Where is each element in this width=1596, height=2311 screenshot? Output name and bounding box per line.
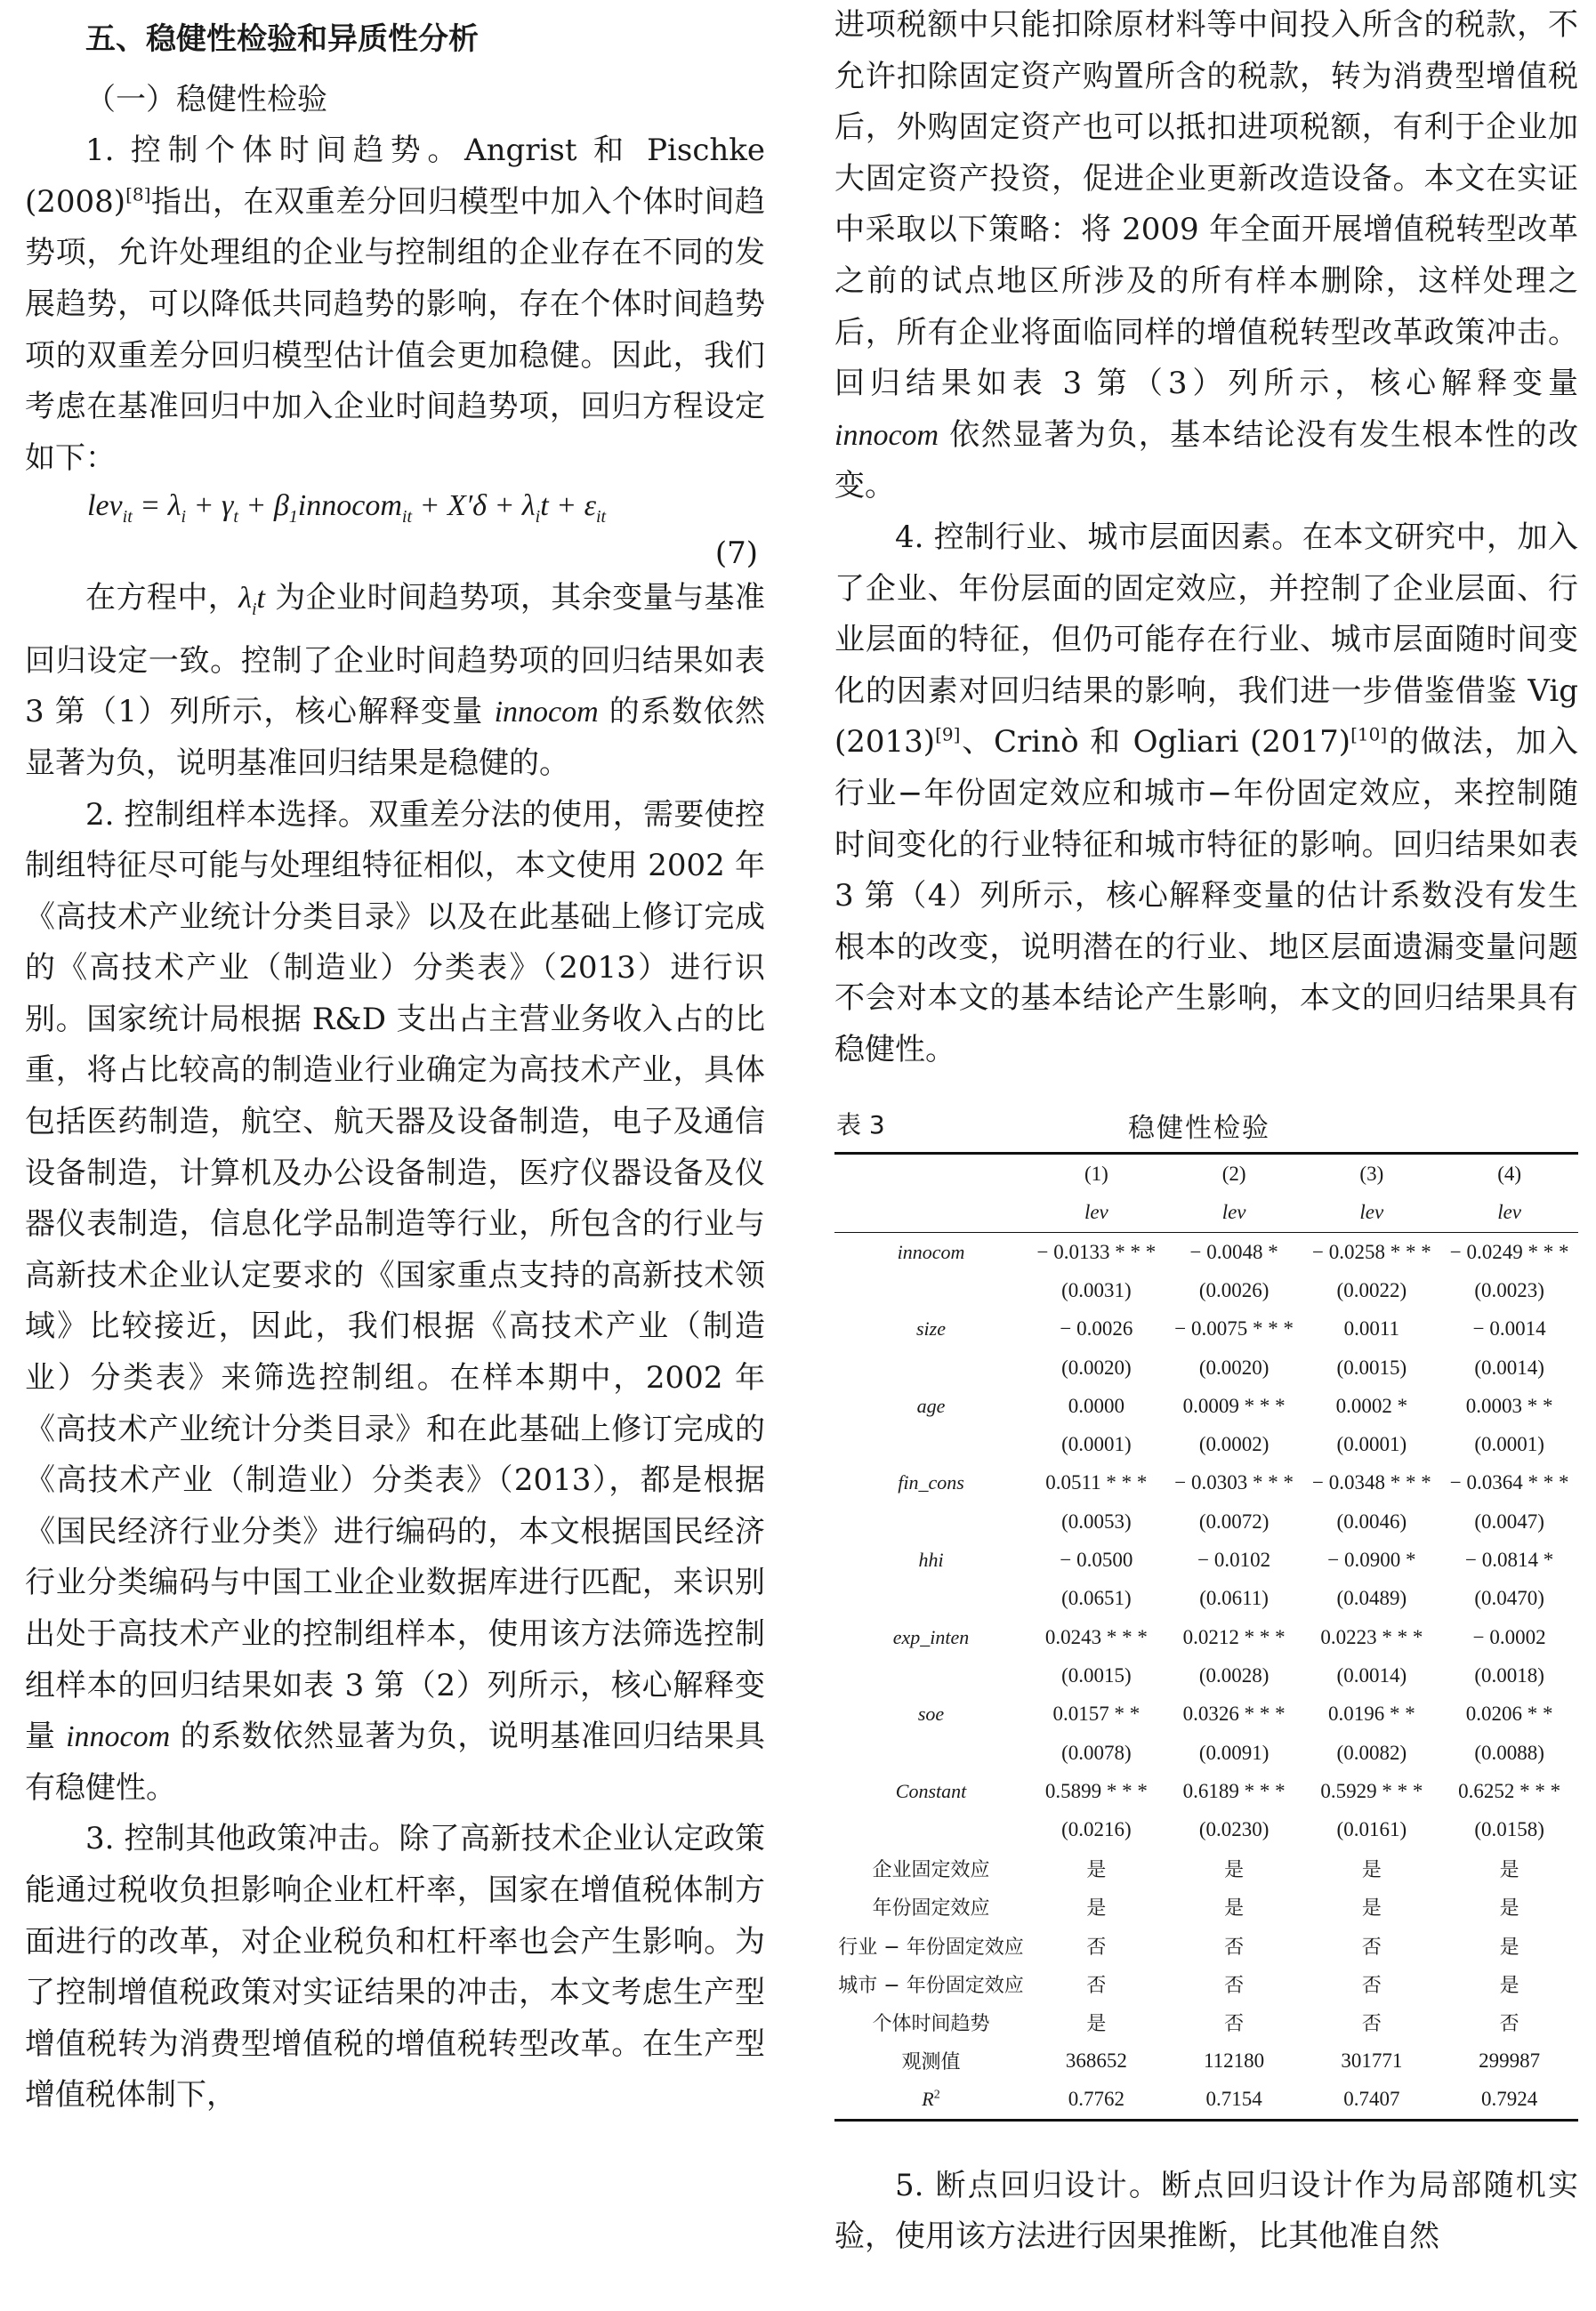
standard-error-cell: (0.0611) [1199,1587,1269,1610]
paragraph-text: 4. 控制行业、城市层面因素。在本文研究中，加入了企业、年份层面的固定效应，并控制了企业层面、行业层面的特征，但仍可能存在行业、城市层面随时间变化的因素对回归结果的影响，我们进一步借鉴借鉴 Vig (2013) [834,519,1578,761]
dependent-variable-name: lev [1084,1201,1108,1224]
coefficient-cell: 0.0002 * [1335,1394,1408,1417]
cell-value: 是 [1224,1858,1245,1881]
table-row [834,1695,1578,1734]
paragraph-text: 的系数依然显著为负，说明基准回归结果具有稳健性。 [25,1719,765,1806]
citation-ref: [10] [1350,723,1388,745]
paragraph-equation-desc [25,573,765,789]
standard-error-cell: (0.0022) [1336,1279,1407,1301]
coefficient-cell: − 0.0348 * * * [1311,1471,1431,1494]
header-empty-cell [834,1154,1028,1194]
cell-value: 否 [1086,1974,1107,1997]
coefficient-cell: − 0.0133 * * * [1036,1240,1157,1263]
standard-error-cell: (0.0023) [1474,1279,1544,1301]
row-label: 观测值 [901,2051,961,2074]
coefficient-cell: 0.0223 * * * [1320,1625,1423,1648]
r-squared-symbol: R [922,2088,934,2111]
paragraph-continued [834,0,1578,512]
paragraph-text: 依然显著为负，基本结论没有发生根本性的改变。 [834,416,1578,504]
table-row [834,1618,1578,1656]
coefficient-cell: − 0.0364 * * * [1449,1471,1569,1494]
citation-ref: [9] [935,723,961,745]
standard-error-cell: (0.0091) [1198,1741,1270,1764]
dependent-variable [1165,1194,1303,1233]
cell-value: 112180 [1204,2049,1265,2072]
citation-ref: [8] [125,183,151,205]
table-caption [834,1102,1578,1152]
paragraph-text: 1. 控制个体时间趋势。Angrist 和 Pischke (2008) [25,133,765,220]
standard-error-cell: (0.0047) [1474,1510,1544,1533]
cell-value: 301771 [1341,2049,1403,2072]
standard-error-cell: (0.0088) [1474,1741,1544,1764]
standard-error-cell: (0.0489) [1336,1587,1407,1610]
cell-value: 否 [1224,1974,1245,1997]
dependent-variable-name: lev [1497,1201,1521,1224]
table-row [834,2003,1578,2041]
coefficient-cell: − 0.0258 * * * [1311,1240,1431,1263]
paragraph-text: 的做法，加入行业−年份固定效应和城市−年份固定效应，来控制随时间变化的行业特征和城市特征的影响。回归结果如表 3 第（4）列所示，核心解释变量的估计系数没有发生根本的改变，说明潜在的行业、地区层面遗漏变量问题不会对本文的基本结论产生影响，本文的回归结果具有稳健性。 [834,724,1578,1067]
coefficient-cell: 0.6189 * * * [1182,1779,1286,1802]
variable-label: soe [917,1703,945,1726]
paragraph-rdd: 5. 断点回归设计。断点回归设计作为局部随机实验，使用该方法进行因果推断，比其他准自然 [834,2167,1578,2255]
standard-error-cell: (0.0015) [1061,1663,1132,1687]
standard-error-cell: (0.0470) [1474,1587,1544,1610]
empty-label-cell [834,1271,1028,1309]
dependent-variable [1302,1194,1440,1233]
variable-name: innocom [834,418,939,452]
standard-error-cell: (0.0014) [1474,1356,1544,1379]
table-row [834,1464,1578,1502]
table-row [834,1926,1578,1964]
coefficient-cell: − 0.0500 [1060,1549,1133,1572]
subsection-title: （一）稳健性检验 [85,81,327,117]
empty-label-cell [834,1811,1028,1849]
coefficient-cell: − 0.0102 [1197,1549,1271,1572]
cell-value: 是 [1499,1897,1519,1920]
paragraph-text: 2. 控制组样本选择。双重差分法的使用，需要使控制组特征尽可能与处理组特征相似，本文使用 2002 年《高技术产业统计分类目录》以及在此基础上修订完成的《高技术产业（制造业）分类表》（2013）进行识别。国家统计局根据 R&D 支出占主营业务收入占的比重，将占比较高的制造业行业确定为高技术产业，具体包括医药制造，航空、航天器及设备制造，电子及通信设备制造，计算机及办公设备制造，医疗仪器设备及仪器仪表制造，信息化学品制造等行业，所包含的行业与高新技术企业认定要求的《国家重点支持的高新技术领域》比较接近，因此，我们根据《高技术产业（制造业）分类表》来筛选控制组。在样本期中，2002 年《高技术产业统计分类目录》和在此基础上修订完成的《高技术产业（制造业）分类表》（2013），都是根据《国民经济行业分类》进行编码的，本文根据国民经济行业分类编码与中国工业企业数据库进行匹配，来识别出处于高技术产业的控制组样本，使用该方法筛选控制组样本的回归结果如表 3 第（2）列所示，核心解释变量 [25,796,765,1755]
coefficient-cell: 0.0243 * * * [1044,1625,1148,1648]
paragraph-individual-trend [25,125,765,484]
coefficient-cell: 0.0157 * * [1052,1703,1141,1726]
dependent-variable-name: lev [1221,1201,1246,1224]
table-label: 表 3 [836,1110,885,1140]
table-header-row [834,1154,1578,1194]
r-squared-value: 0.7924 [1440,2081,1578,2121]
table-row [834,1541,1578,1579]
table-row [834,1849,1578,1888]
row-label: 个体时间趋势 [872,2013,990,2036]
variable-name: innocom [66,1720,171,1754]
variable-label: hhi [918,1549,944,1572]
standard-error-cell: (0.0158) [1474,1818,1544,1841]
coefficient-cell: − 0.0002 [1472,1625,1546,1648]
variable-label: Constant [895,1779,967,1802]
standard-error-cell: (0.0078) [1061,1741,1132,1764]
coefficient-cell: 0.0003 * * [1465,1394,1553,1417]
table-row [834,1233,1578,1272]
cell-value: 是 [1086,2013,1107,2036]
table-row [834,1811,1578,1849]
coefficient-cell: − 0.0814 * [1464,1549,1554,1572]
table-row [834,1387,1578,1425]
cell-value: 是 [1361,1897,1382,1920]
row-label: 企业固定效应 [872,1858,990,1881]
standard-error-cell: (0.0015) [1336,1356,1407,1379]
coefficient-cell: 0.0011 [1343,1317,1400,1341]
standard-error-cell: (0.0028) [1198,1663,1270,1687]
coefficient-cell: − 0.0014 [1472,1317,1546,1341]
equation-formula: $lev_{it} = \lambda_i + \gamma_t$ + $\beta_1innocom_{it} + X'\delta + \lambda_it + \varepsilon_{it}$ [87,489,607,527]
cell-value: 是 [1086,1897,1107,1920]
table-row [834,1502,1578,1541]
right-column [834,0,1578,2263]
row-label: 年份固定效应 [872,1897,990,1920]
r-squared-value: 0.7154 [1165,2081,1303,2121]
cell-value: 是 [1499,1936,1519,1959]
coefficient-cell: − 0.0900 * [1327,1549,1416,1572]
coefficient-cell: 0.0206 * * [1465,1703,1553,1726]
cell-value: 299987 [1479,2049,1541,2072]
coefficient-cell: 0.5929 * * * [1320,1779,1423,1802]
r-squared-label [834,2081,1028,2121]
cell-value: 否 [1361,2013,1382,2036]
coefficient-cell: 0.0009 * * * [1182,1394,1286,1417]
table-row [834,1580,1578,1618]
equation-number: (7) [714,535,758,572]
standard-error-cell: (0.0001) [1061,1433,1132,1456]
paragraph-policy-shock: 3. 控制其他政策冲击。除了高新技术企业认定政策能通过税收负担影响企业杠杆率，国家在增值税体制方面进行的改革，对企业税负和杠杆率也会产生影响。为了控制增值税政策对实证结果的冲击，本文考虑生产型增值税转为消费型增值税的增值税转型改革。在生产型增值税体制下， [25,1821,765,2114]
standard-error-cell: (0.0001) [1474,1433,1544,1456]
empty-label-cell [834,1580,1028,1618]
standard-error-cell: (0.0230) [1198,1818,1270,1841]
table-row [834,1426,1578,1464]
coefficient-cell: 0.6252 * * * [1458,1779,1561,1802]
coefficient-cell: 0.0196 * * [1327,1703,1415,1726]
cell-value: 否 [1086,1936,1107,1959]
cell-value: 否 [1361,1936,1382,1959]
column-number: (1) [1028,1154,1165,1194]
paragraph-text: 在方程中， [85,580,239,616]
paragraph-text: 进项税额中只能扣除原材料等中间投入所含的税款，不允许扣除固定资产购置所含的税款，转为消费型增值税后，外购固定资产也可以抵扣进项税额，有利于企业加大固定资产投资，促进企业更新改造设备。本文在实证中采取以下策略：将 2009 年全面开展增值税转型改革之前的试点地区所涉及的所有样本删除，这样处理之后，所有企业将面临同样的增值税转型改革政策冲击。回归结果如表 3 第（3）列所示，核心解释变量 [834,7,1578,402]
empty-label-cell [834,1734,1028,1772]
dependent-variable-name: lev [1359,1201,1384,1224]
coefficient-cell: 0.0000 [1068,1394,1124,1417]
table-row [834,2041,1578,2080]
header-empty-cell [834,1194,1028,1233]
variable-name: innocom [494,696,599,729]
standard-error-cell: (0.0031) [1061,1279,1132,1301]
table-row [834,1349,1578,1387]
row-label: 城市 − 年份固定效应 [838,1974,1024,1997]
r-squared-value: 0.7762 [1028,2081,1165,2121]
table-row [834,1734,1578,1772]
coefficient-cell: − 0.0026 [1060,1317,1133,1341]
table-title: 稳健性检验 [1128,1113,1270,1145]
coefficient-cell: 0.0326 * * * [1182,1703,1286,1726]
cell-value: 368652 [1065,2049,1127,2072]
superscript-two: 2 [933,2088,940,2102]
standard-error-cell: (0.0082) [1336,1741,1407,1764]
equation-7 [25,484,765,573]
cell-value: 否 [1224,1936,1245,1959]
cell-value: 否 [1224,2013,1245,2036]
standard-error-cell: (0.0216) [1061,1818,1132,1841]
paragraph-text: 为企业时间趋势项，其余变量与基准回归设定一致。控制了企业时间趋势项的回归结果如表 3 第（1）列所示，核心解释变量 [25,580,765,730]
empty-label-cell [834,1349,1028,1387]
cell-value: 是 [1224,1897,1245,1920]
column-number: (4) [1440,1154,1578,1194]
table-row [834,1656,1578,1695]
cell-value: 否 [1499,2013,1519,2036]
standard-error-cell: (0.0161) [1336,1818,1407,1841]
cell-value: 是 [1499,1858,1519,1881]
standard-error-cell: (0.0046) [1336,1510,1407,1533]
robustness-table [834,1152,1578,2121]
dependent-variable [1440,1194,1578,1233]
standard-error-cell: (0.0651) [1061,1587,1132,1610]
standard-error-cell: (0.0020) [1061,1356,1132,1379]
table-row [834,1271,1578,1309]
variable-label: innocom [897,1240,965,1263]
paragraph-text: 、Crinò 和 Ogliari (2017) [960,724,1351,761]
left-column [25,0,765,2122]
coefficient-cell: − 0.0249 * * * [1449,1240,1569,1263]
variable-label: age [916,1394,946,1417]
standard-error-cell: (0.0053) [1061,1510,1132,1533]
table-header-row [834,1194,1578,1233]
coefficient-cell: 0.5899 * * * [1044,1779,1148,1802]
paragraph-industry-city [834,512,1578,1076]
coefficient-cell: − 0.0048 * [1189,1240,1278,1263]
coefficient-cell: 0.0511 * * * [1045,1471,1148,1494]
coefficient-cell: − 0.0075 * * * [1174,1317,1294,1341]
coefficient-cell: 0.0212 * * * [1182,1625,1286,1648]
table-row [834,1965,1578,2003]
cell-value: 是 [1361,1858,1382,1881]
dependent-variable [1028,1194,1165,1233]
empty-label-cell [834,1502,1028,1541]
paragraph-control-group [25,790,765,1815]
column-number: (2) [1165,1154,1303,1194]
paragraph-text: 指出，在双重差分回归模型中加入个体时间趋势项，允许处理组的企业与控制组的企业存在不同的发展趋势，可以降低共同趋势的影响，存在个体时间趋势项的双重差分回归模型估计值会更加稳健。因此，我们考虑在基准回归中加入企业时间趋势项，回归方程设定如下： [25,183,765,476]
standard-error-cell: (0.0018) [1474,1663,1544,1687]
t-symbol: t [256,582,265,616]
table-row [834,2081,1578,2121]
r-squared-value: 0.7407 [1302,2081,1440,2121]
table-row [834,1772,1578,1810]
standard-error-cell: (0.0072) [1198,1510,1270,1533]
table-row [834,1888,1578,1926]
section-title: 五、稳健性检验和异质性分析 [85,21,479,57]
subscript: i [251,600,257,620]
paragraph-text: 的系数依然显著为负，说明基准回归结果是稳健的。 [25,694,765,781]
standard-error-cell: (0.0020) [1198,1356,1270,1379]
variable-label: fin_cons [898,1471,964,1494]
variable-label: size [916,1317,946,1341]
standard-error-cell: (0.0026) [1198,1279,1270,1301]
table-row [834,1310,1578,1349]
standard-error-cell: (0.0014) [1336,1663,1407,1687]
cell-value: 是 [1086,1858,1107,1881]
row-label: 行业 − 年份固定效应 [838,1936,1024,1959]
coefficient-cell: − 0.0303 * * * [1174,1471,1294,1494]
column-number: (3) [1302,1154,1440,1194]
empty-label-cell [834,1426,1028,1464]
empty-label-cell [834,1656,1028,1695]
lambda-symbol: λ [238,582,252,616]
cell-value: 是 [1499,1974,1519,1997]
cell-value: 否 [1361,1974,1382,1997]
standard-error-cell: (0.0002) [1198,1433,1270,1456]
standard-error-cell: (0.0001) [1336,1433,1407,1456]
variable-label: exp_inten [892,1625,970,1648]
